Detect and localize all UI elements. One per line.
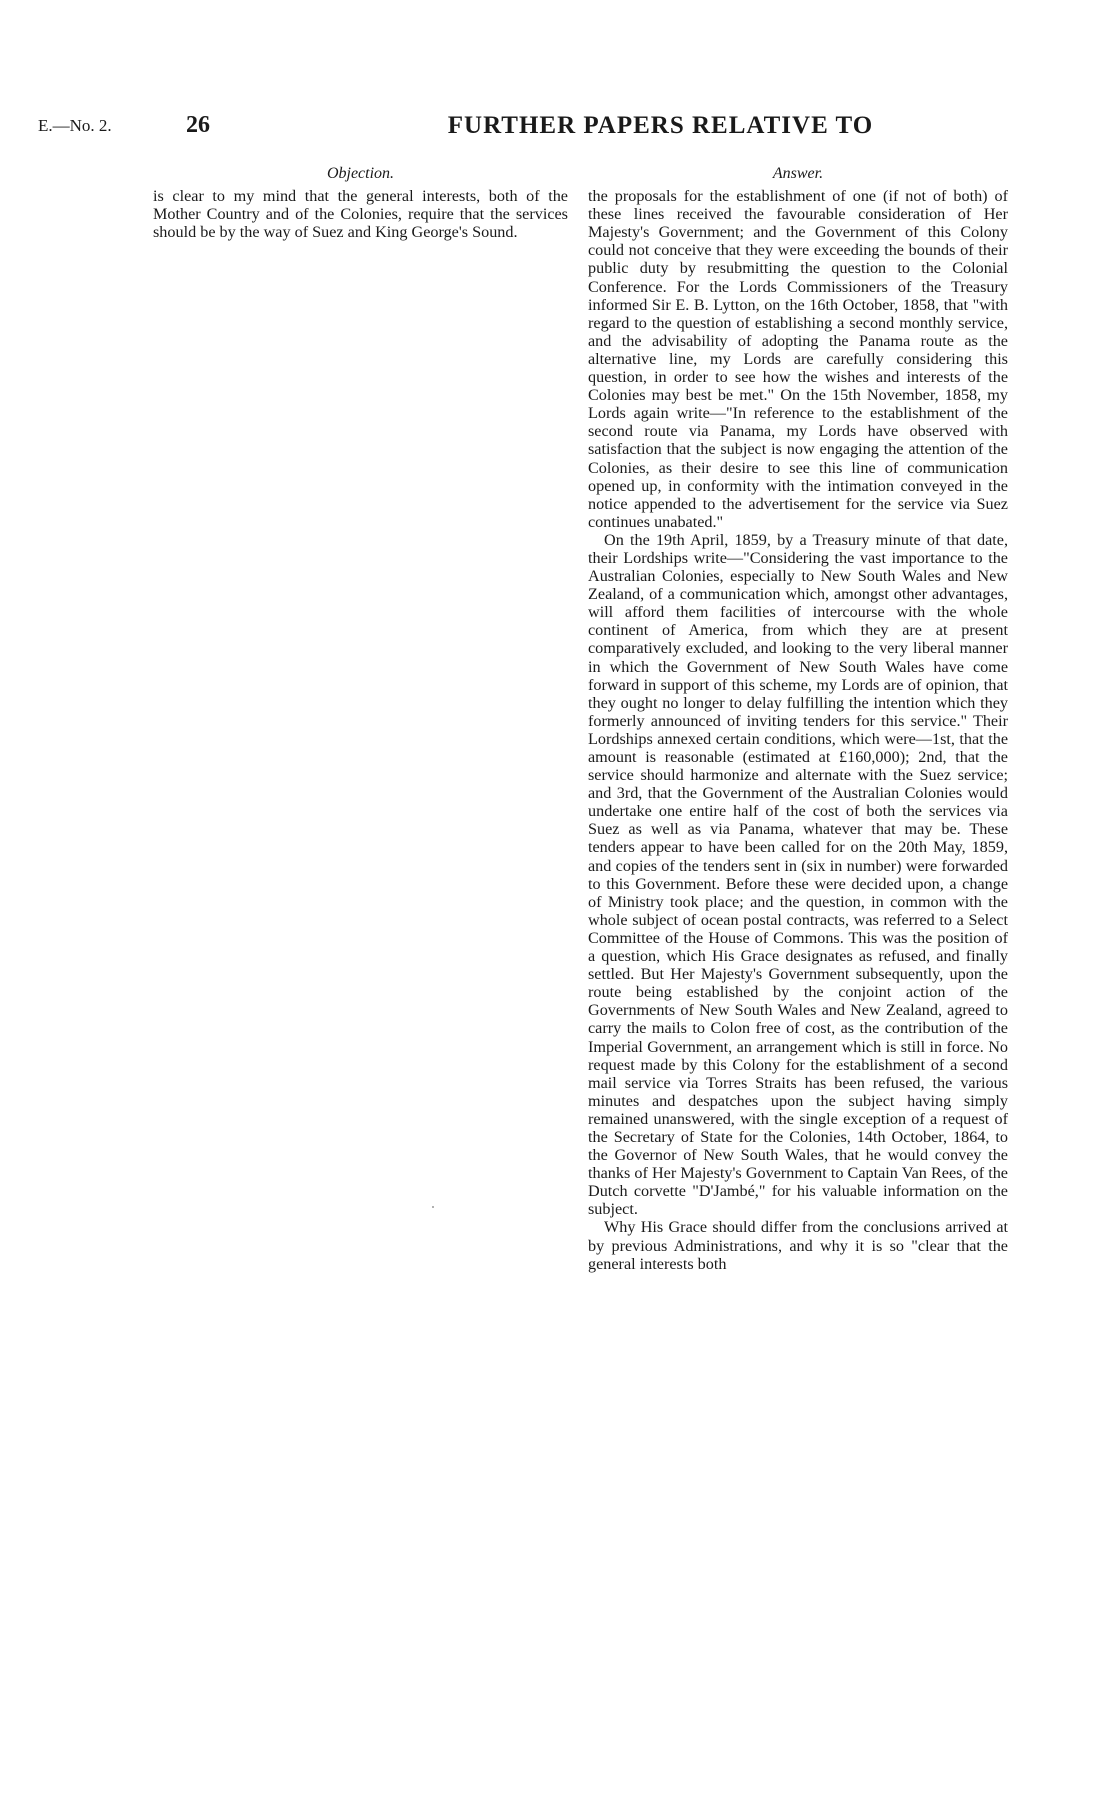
page-number: 26	[186, 112, 210, 138]
answer-paragraph: the proposals for the establishment of one (if not of both) of these lines received the favourable consideration of Her Majesty's Government; and the Government of this Colony could not conceive that they were exceeding the bounds of their public duty by resubmitting the question to the Colonial Conference. For the Lords Commissioners of the Treasury informed Sir E. B. Lytton, on the 16th October, 1858, that "with regard to the question of establishing a second monthly service, and the advisability of adopting the Panama route as the alternative line, my Lords are carefully considering this question, in order to see how the wishes and interests of the Colonies may best be met." On the 15th November, 1858, my Lords again write—"In reference to the establishment of the second route via Panama, my Lords have observed with satisfaction that the subject is now engaging the attention of the Colonies, as their desire to see this line of communication opened up, in conformity with the intimation conveyed in the notice appended to the advertisement for the service via Suez continues unabated."	[588, 187, 1008, 531]
answer-paragraph: Why His Grace should differ from the conclusions arrived at by previous Administrations, and why it is so "clear that the general interests both	[588, 1218, 1008, 1273]
document-reference: E.—No. 2.	[38, 116, 112, 135]
answer-heading: Answer.	[772, 165, 824, 182]
page-header	[38, 112, 1023, 152]
answer-paragraph: On the 19th April, 1859, by a Treasury minute of that date, their Lordships write—"Considering the vast importance to the Australian Colonies, especially to New South Wales and New Zealand, of a communication which, amongst other advantages, will afford them facilities of intercourse with the whole continent of America, from which they are at present comparatively excluded, and looking to the very liberal manner in which the Government of New South Wales have come forward in support of this scheme, my Lords are of opinion, that they ought no longer to delay fulfilling the intention which they formerly announced of inviting tenders for this service." Their Lordships annexed certain conditions, which were—1st, that the amount is reasonable (estimated at £160,000); 2nd, that the service should harmonize and alternate with the Suez service; and 3rd, that the Government of the Australian Colonies would undertake one entire half of the cost of both the services via Suez as well as via Panama, whatever that may be. These tenders appear to have been called for on the 20th May, 1859, and copies of the tenders sent in (six in number) were forwarded to this Government. Before these were decided upon, a change of Ministry took place; and the question, in common with the whole subject of ocean postal contracts, was referred to a Select Committee of the House of Commons. This was the position of a question, which His Grace designates as refused, and finally settled. But Her Majesty's Government subsequently, upon the route being established by the conjoint action of the Governments of New South Wales and New Zealand, agreed to carry the mails to Colon free of cost, as the contribution of the Imperial Government, an arrangement which is still in force. No request made by this Colony for the establishment of a second mail service via Torres Straits has been refused, the various minutes and despatches upon the subject having simply remained unanswered, with the single exception of a request of the Secretary of State for the Colonies, 14th October, 1864, to the Governor of New South Wales, that he would convey the thanks of Her Majesty's Government to Captain Van Rees, of the Dutch corvette "D'Jambé," for his valuable information on the subject.	[588, 530, 1008, 1219]
answer-column	[588, 165, 1008, 1273]
running-title: FURTHER PAPERS RELATIVE TO	[447, 112, 874, 139]
scan-speck	[432, 1206, 434, 1208]
objection-paragraph: is clear to my mind that the general interests, both of the Mother Country and of the Colonies, require that the services should be by the way of Suez and King George's Sound.	[153, 187, 568, 242]
objection-heading: Objection.	[326, 165, 395, 182]
objection-column	[153, 165, 568, 241]
